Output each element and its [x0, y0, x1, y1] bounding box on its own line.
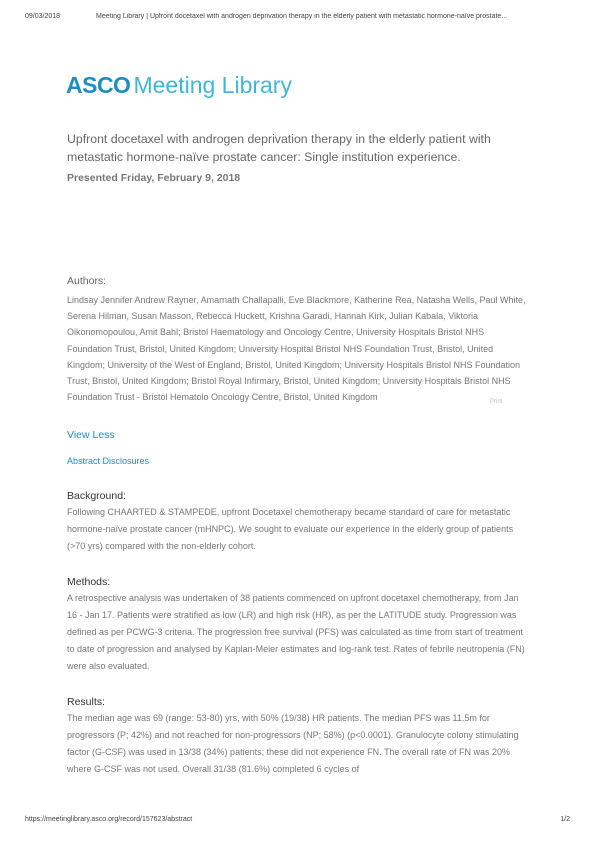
presented-date: Presented Friday, February 9, 2018	[67, 172, 241, 184]
authors-label: Authors:	[67, 275, 107, 287]
print-date: 09/03/2018	[25, 13, 61, 20]
asco-meeting-library-logo[interactable]	[66, 72, 292, 102]
print-watermark: Print	[490, 399, 503, 405]
print-page-title: Meeting Library | Upfront docetaxel with androgen deprivation therapy in the elderly patient with metastatic hormone-naïve prostate...	[96, 13, 508, 20]
results-heading: Results:	[67, 696, 105, 708]
print-footer	[25, 816, 570, 828]
page-number: 1/2	[560, 816, 570, 823]
abstract-disclosures-link[interactable]: Abstract Disclosures	[67, 456, 150, 466]
methods-heading: Methods:	[67, 576, 111, 588]
results-text: The median age was 69 (range: 53-80) yrs, with 50% (19/38) HR patients. The median PFS was 11.5m for progressors (P; 42%) and not reached for non-progressors (NP; 58%) (p<0.0001). Granulocyte colony stimulating factor (G-CSF) was used in 13/38 (34%) patients; these did not experience FN. The overall rate of FN was 20% where G-CSF was not used. Overall 31/38 (81.6%) completed 6 cycles of	[67, 713, 519, 774]
methods-text: A retrospective analysis was undertaken of 38 patients commenced on upfront docetaxel chemotherapy, from Jan 16 - Jan 17. Patients were stratified as low (LR) and high risk (HR), as per the LATITUDE study. Progression was defined as per PCWG-3 criteria. The progression free survival (PFS) was calculated as time from start of treatment to date of progression and analysed by Kaplan-Meier estimates and log-rank test. Rates of febrile neutropenia (FN) were also evaluated.	[67, 593, 525, 671]
background-heading: Background:	[67, 490, 126, 502]
logo-brand: ASCO	[66, 72, 131, 98]
background-text: Following CHAARTED & STAMPEDE, upfront Docetaxel chemotherapy became standard of care for metastatic hormone-naïve prostate cancer (mHNPC). We sought to evaluate our experience in the elderly group of patients (>70 yrs) compared with the non-elderly cohort.	[67, 507, 514, 551]
print-header	[25, 13, 570, 27]
footer-url: https://meetinglibrary.asco.org/record/157623/abstract	[25, 816, 193, 823]
authors-list: Lindsay Jennifer Andrew Rayner, Amarnath Challapalli, Eve Blackmore, Katherine Rea, Natasha Wells, Paul White, Serena Hilman, Susan Masson, Rebecca Huckett, Krishna Garadi, Hannah Kirk, Julian Kabala, Viktoria Oikonomopoulou, Amit Bahl; Bristol Haematology and Oncology Centre, University Hospitals Bristol NHS Foundation Trust, Bristol, United Kingdom; University Hospital Bristol NHS Foundation Trust, Bristol, United Kingdom; University of the West of England, Bristol, United Kingdom; University Hospitals Bristol NHS Foundation Trust, Bristol, United Kingdom; Bristol Royal Infirmary, Bristol, United Kingdom; University Hospitals Bristol NHS Foundation Trust - Bristol Hematolo Oncology Centre, Bristol, United Kingdom	[67, 295, 526, 403]
logo-product: Meeting Library	[133, 72, 292, 98]
abstract-title: Upfront docetaxel with androgen deprivation therapy in the elderly patient with metastatic hormone-naïve prostate cancer: Single institution experience.	[67, 132, 491, 164]
view-less-link[interactable]: View Less	[67, 429, 115, 441]
